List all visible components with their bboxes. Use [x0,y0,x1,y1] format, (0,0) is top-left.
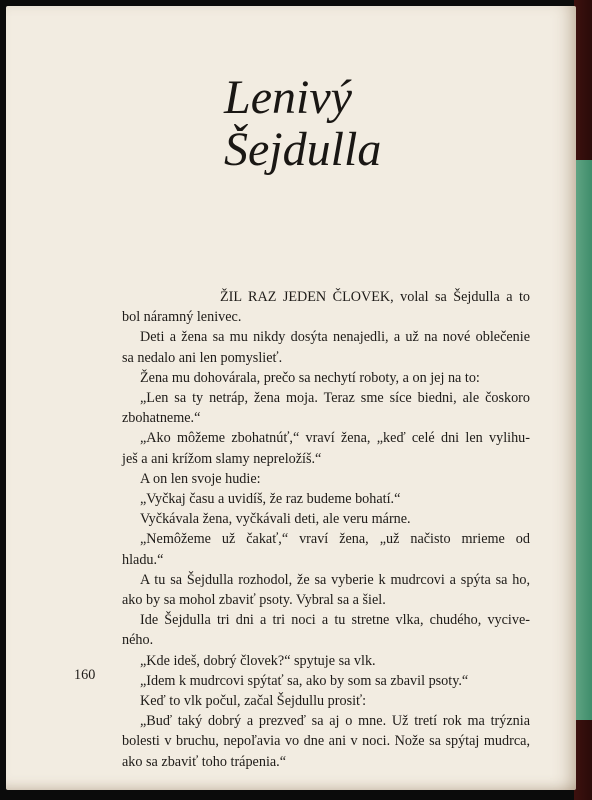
text-line: hladu.“ [122,551,164,568]
text-line: ješ a ani krížom slamy nepreložíš.“ [122,450,322,467]
text-line: zbohatneme.“ [122,410,201,427]
text-line: A on len svoje hudie: [140,470,261,487]
text-line: ako sa zbaviť toho trápenia.“ [122,753,287,770]
text-line: sa nedalo ani len pomyslieť. [122,349,283,366]
text-line: „Ako môžeme zbohatnúť,“ vraví žena, „keď celé dni len vylihu- [140,430,530,447]
book-page [6,6,576,790]
text-line: bolesti v bruchu, nepoľavia vo dne ani v noci. Nože sa spýtaj mudrca, [122,733,530,750]
page-number: 160 [74,667,96,683]
text-line: „Nemôžeme už čakať,“ vraví žena, „už načisto mrieme od [140,531,530,548]
text-line: ako by sa mohol zbaviť psoty. Vybral sa a šiel. [122,592,386,609]
text-line: „Idem k mudrcovi spýtať sa, ako by som sa zbavil psoty.“ [140,672,469,689]
text-line: A tu sa Šejdulla rozhodol, že sa vyberie k mudrcovi a spýta sa ho, [140,571,530,588]
chapter-title-line-1: Lenivý [224,71,352,124]
text-line: Žena mu dohovárala, prečo sa nechytí roboty, a on jej na to: [140,369,480,386]
chapter-title [224,72,381,176]
text-line: Vyčkávala žena, vyčkávali deti, ale veru márne. [140,511,411,528]
text-line: Keď to vlk počul, začal Šejdullu prosiť: [140,693,367,710]
chapter-title-line-2: Šejdulla [224,123,382,176]
text-line: ŽIL RAZ JEDEN ČLOVEK, volal sa Šejdulla a to [220,289,530,305]
text-line: Ide Šejdulla tri dni a tri noci a tu stretne vlka, chudého, vycive- [140,612,530,629]
text-line: „Buď taký dobrý a prezveď sa aj o mne. Už tretí rok ma trýznia [140,713,530,730]
text-line: ného. [122,632,154,649]
text-line: bol náramný lenivec. [122,309,242,326]
story-text [122,287,530,772]
text-line: „Kde ideš, dobrý človek?“ spytuje sa vlk. [140,652,376,669]
text-line: „Len sa ty netráp, žena moja. Teraz sme síce biedni, ale čoskoro [140,390,530,407]
text-line: „Vyčkaj času a uvidíš, že raz budeme bohatí.“ [140,491,401,508]
text-line: Deti a žena sa mu nikdy dosýta nenajedli, a už na nové oblečenie [140,329,530,346]
